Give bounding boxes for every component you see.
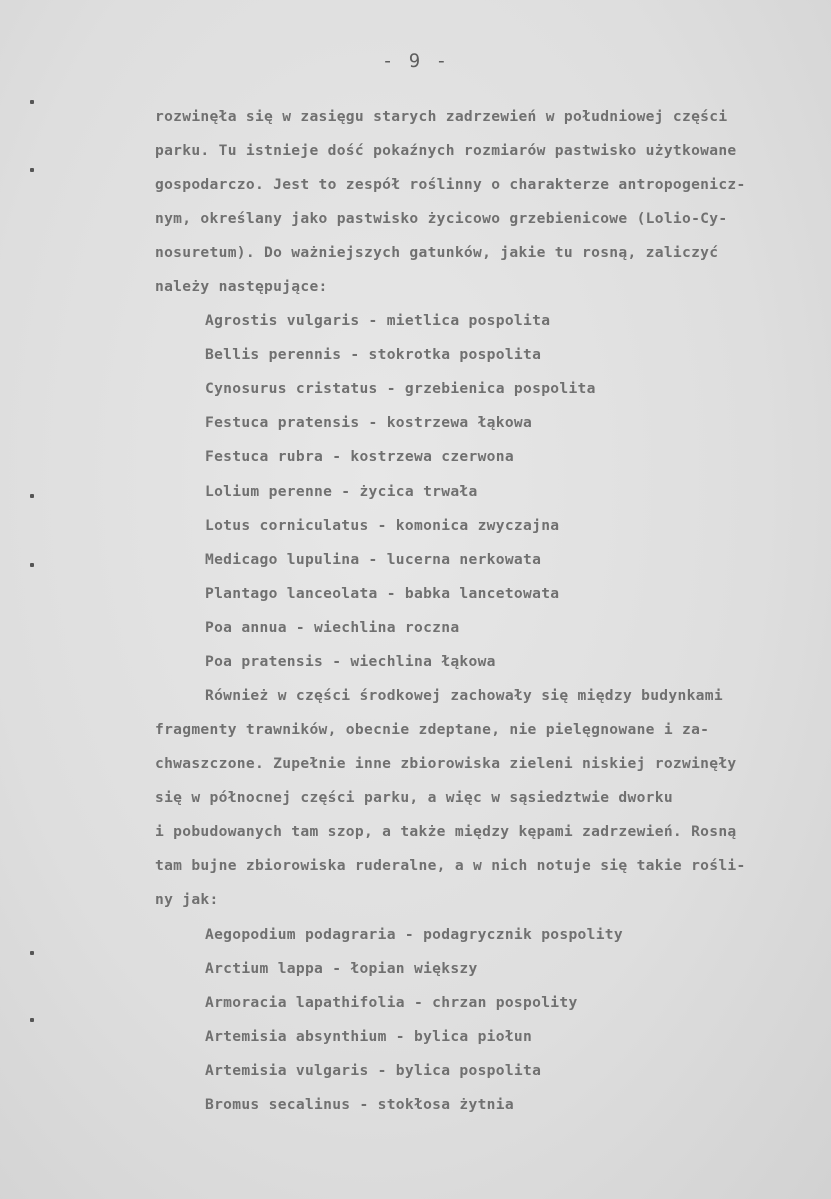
text-line: nosuretum). Do ważniejszych gatunków, jakie tu rosną, zaliczyć — [155, 244, 719, 261]
margin-mark — [30, 100, 34, 104]
text-line: chwaszczone. Zupełnie inne zbiorowiska zieleni niskiej rozwinęły — [155, 755, 737, 772]
text-line: się w północnej części parku, a więc w sąsiedztwie dworku — [155, 789, 673, 806]
species-item: Festuca rubra - kostrzewa czerwona — [205, 448, 514, 465]
text-line: nym, określany jako pastwisko życicowo grzebienicowe (Lolio-Cy- — [155, 210, 728, 227]
species-item: Lotus corniculatus - komonica zwyczajna — [205, 517, 560, 534]
species-item: Artemisia absynthium - bylica piołun — [205, 1028, 533, 1045]
margin-mark — [30, 168, 34, 172]
text-line: fragmenty trawników, obecnie zdeptane, nie pielęgnowane i za- — [155, 721, 710, 738]
species-item: Lolium perenne - życica trwała — [205, 483, 478, 500]
species-item: Poa annua - wiechlina roczna — [205, 619, 460, 636]
species-item: Agrostis vulgaris - mietlica pospolita — [205, 312, 551, 329]
species-item: Festuca pratensis - kostrzewa łąkowa — [205, 414, 533, 431]
margin-mark — [30, 563, 34, 567]
text-line: rozwinęła się w zasięgu starych zadrzewień w południowej części — [155, 108, 728, 125]
text-line: ny jak: — [155, 891, 219, 908]
margin-mark — [30, 494, 34, 498]
species-item: Bellis perennis - stokrotka pospolita — [205, 346, 542, 363]
text-line: parku. Tu istnieje dość pokaźnych rozmiarów pastwisko użytkowane — [155, 142, 737, 159]
species-item: Medicago lupulina - lucerna nerkowata — [205, 551, 542, 568]
text-line: gospodarczo. Jest to zespół roślinny o charakterze antropogenicz- — [155, 176, 746, 193]
species-item: Artemisia vulgaris - bylica pospolita — [205, 1062, 542, 1079]
text-line: Również w części środkowej zachowały się między budynkami — [205, 687, 723, 704]
margin-mark — [30, 951, 34, 955]
species-item: Aegopodium podagraria - podagrycznik pospolity — [205, 926, 623, 943]
species-item: Plantago lanceolata - babka lancetowata — [205, 585, 560, 602]
page-number: - 9 - — [381, 50, 450, 72]
species-item: Poa pratensis - wiechlina łąkowa — [205, 653, 496, 670]
species-item: Arctium lappa - łopian większy — [205, 960, 478, 977]
text-line: i pobudowanych tam szop, a także między kępami zadrzewień. Rosną — [155, 823, 737, 840]
text-line: należy następujące: — [155, 278, 328, 295]
margin-mark — [30, 1018, 34, 1022]
species-item: Cynosurus cristatus - grzebienica pospolita — [205, 380, 596, 397]
species-item: Bromus secalinus - stokłosa żytnia — [205, 1096, 514, 1113]
text-line: tam bujne zbiorowiska ruderalne, a w nich notuje się takie rośli- — [155, 857, 746, 874]
species-item: Armoracia lapathifolia - chrzan pospolity — [205, 994, 578, 1011]
